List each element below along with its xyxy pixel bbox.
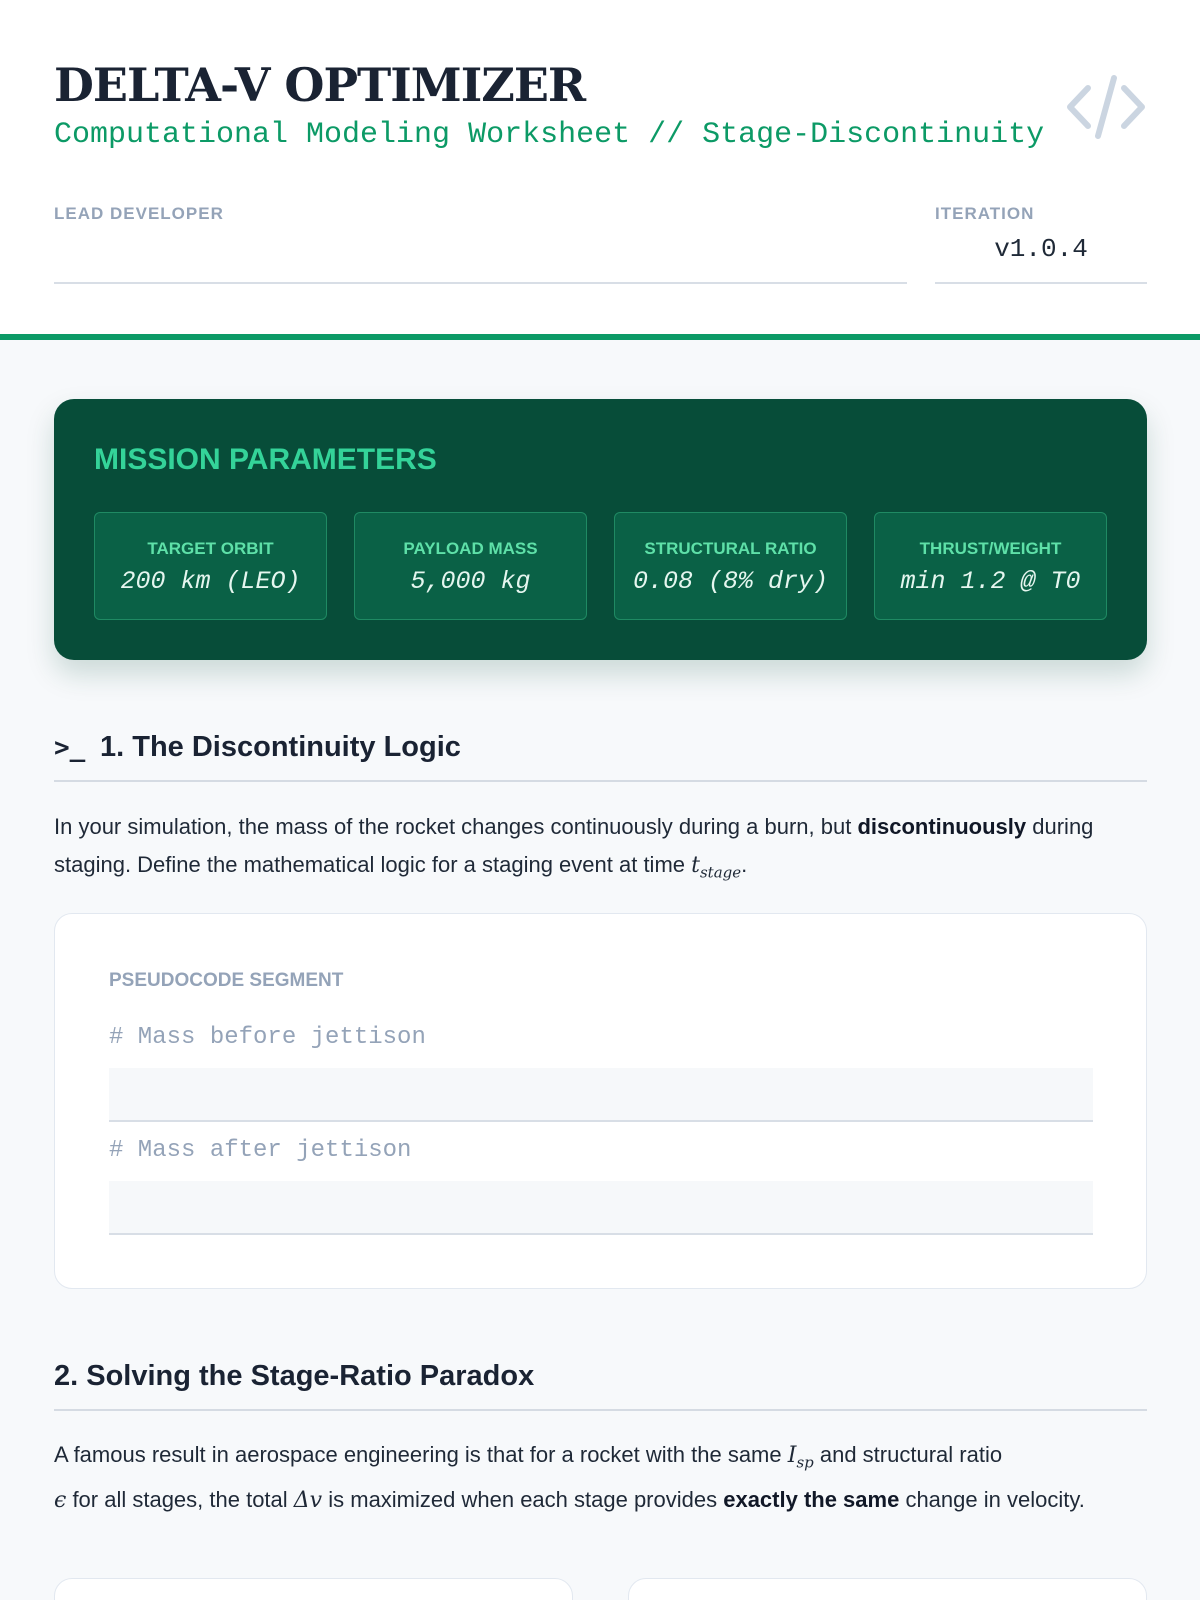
- page-title: DELTA-V OPTIMIZER: [54, 58, 586, 112]
- param-payload-mass: [354, 512, 587, 620]
- math-isp: [787, 1443, 814, 1472]
- param-value: 0.08 (8% dry): [632, 567, 829, 596]
- terminal-prompt-icon: >_: [54, 733, 86, 763]
- para-text: for all stages, the total: [66, 1487, 294, 1513]
- math-sub: sp: [796, 1453, 814, 1472]
- math-base: t: [691, 853, 700, 878]
- iteration-label: ITERATION: [935, 204, 1035, 223]
- param-label: TARGET ORBIT: [147, 539, 274, 558]
- para-text: In your simulation, the mass of the rocket changes continuously during a burn, but: [54, 814, 858, 839]
- mass-after-input[interactable]: [109, 1181, 1093, 1235]
- para-text: during staging. Define the mathematical logic for a staging event at time: [54, 814, 1094, 877]
- code-brackets-icon: [1066, 74, 1146, 140]
- mission-parameters-card: [54, 399, 1147, 660]
- param-label: THRUST/WEIGHT: [919, 539, 1062, 558]
- section-1-paragraph: [54, 808, 1147, 891]
- param-target-orbit: [94, 512, 327, 620]
- iteration-underline: [935, 282, 1147, 284]
- section-2-divider: [54, 1409, 1147, 1411]
- para-text: change in velocity.: [899, 1487, 1085, 1513]
- para-text: and structural ratio: [813, 1442, 1003, 1467]
- section-2-heading: 2. Solving the Stage-Ratio Paradox: [54, 1360, 535, 1392]
- param-value: 5,000 kg: [410, 567, 531, 596]
- math-t-stage: [691, 853, 742, 882]
- page-subtitle: Computational Modeling Worksheet // Stage-Discontinuity: [54, 118, 1045, 152]
- math-delta-v: Δv: [293, 1488, 323, 1514]
- lead-developer-field[interactable]: [54, 232, 906, 280]
- pseudocode-label: PSEUDOCODE SEGMENT: [109, 970, 344, 991]
- param-label: STRUCTURAL RATIO: [644, 539, 817, 558]
- math-epsilon: ϵ: [54, 1488, 67, 1514]
- answer-card-left: [54, 1578, 573, 1600]
- para-text: A famous result in aerospace engineering is that for a rocket with the same: [54, 1442, 788, 1467]
- para-bold: exactly the same: [723, 1487, 900, 1513]
- section-1-divider: [54, 780, 1147, 782]
- section-2-paragraph: [54, 1436, 1147, 1520]
- code-comment-after: # Mass after jettison: [109, 1137, 412, 1164]
- math-base: I: [787, 1443, 797, 1468]
- mass-before-input[interactable]: [109, 1068, 1093, 1122]
- math-sub: stage: [699, 863, 742, 882]
- param-value: 200 km (LEO): [120, 567, 301, 596]
- answer-card-right: [628, 1578, 1147, 1600]
- section-1-heading: 1. The Discontinuity Logic: [100, 731, 461, 763]
- para-text: .: [741, 852, 748, 877]
- lead-developer-underline: [54, 282, 907, 284]
- param-label: PAYLOAD MASS: [403, 539, 538, 558]
- iteration-field[interactable]: v1.0.4: [994, 234, 1088, 264]
- code-comment-before: # Mass before jettison: [109, 1024, 426, 1051]
- para-text: is maximized when each stage provides: [322, 1487, 724, 1513]
- para-bold: discontinuously: [857, 814, 1027, 839]
- mission-title: MISSION PARAMETERS: [94, 443, 437, 476]
- worksheet-header: [0, 0, 1200, 340]
- param-structural-ratio: [614, 512, 847, 620]
- pseudocode-card: [54, 913, 1147, 1289]
- param-value: min 1.2 @ T0: [900, 567, 1081, 596]
- param-thrust-weight: [874, 512, 1107, 620]
- lead-developer-label: LEAD DEVELOPER: [54, 204, 224, 223]
